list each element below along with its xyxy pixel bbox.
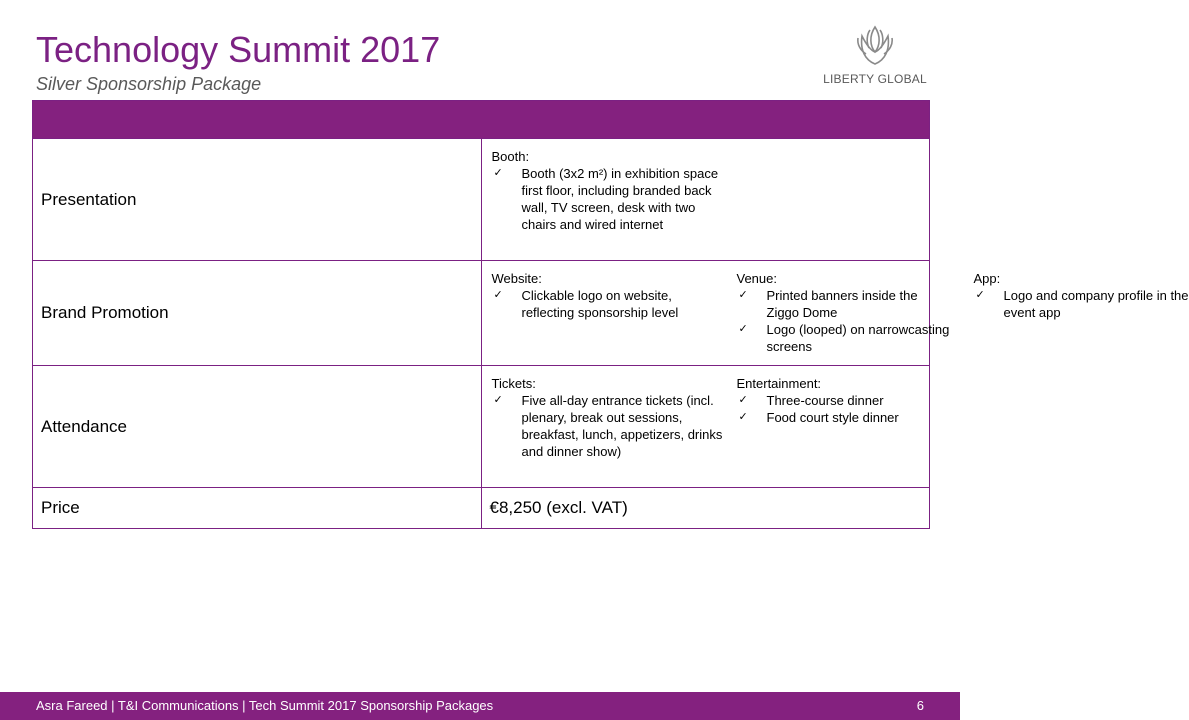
footer-text: Asra Fareed | T&I Communications | Tech Summit 2017 Sponsorship Packages bbox=[36, 698, 494, 713]
check-icon: ✓ bbox=[493, 167, 503, 179]
liberty-global-lotus-icon bbox=[856, 24, 894, 66]
row-content bbox=[481, 488, 930, 529]
check-icon: ✓ bbox=[738, 289, 748, 301]
content-column-website bbox=[492, 270, 712, 321]
list-item bbox=[974, 287, 1189, 321]
slide-subtitle: Silver Sponsorship Package bbox=[36, 74, 262, 94]
table-row-price bbox=[33, 488, 930, 529]
table-header-band bbox=[33, 101, 930, 139]
check-icon: ✓ bbox=[738, 394, 748, 406]
sponsorship-table bbox=[32, 100, 1189, 529]
row-label: Brand Promotion bbox=[33, 261, 482, 366]
column-heading: Website: bbox=[491, 271, 542, 286]
item-text: Five all-day entrance tickets (incl. plenary, break out sessions, breakfast, lunch, appetizers, drinks and dinner show) bbox=[521, 393, 723, 459]
list-item bbox=[737, 392, 952, 409]
check-icon: ✓ bbox=[738, 411, 748, 423]
check-icon: ✓ bbox=[975, 289, 985, 301]
column-heading: App: bbox=[973, 271, 1001, 286]
item-text: Food court style dinner bbox=[766, 410, 899, 425]
content-column-tickets bbox=[492, 375, 724, 460]
row-label: Attendance bbox=[33, 366, 482, 488]
item-text: Clickable logo on website, reflecting sponsorship level bbox=[521, 288, 679, 320]
item-text: Booth (3x2 m²) in exhibition space first floor, including branded back wall, TV screen, desk with two chairs and wired internet bbox=[521, 166, 719, 232]
check-icon: ✓ bbox=[493, 394, 503, 406]
list-item bbox=[492, 165, 724, 233]
item-text: Three-course dinner bbox=[766, 393, 884, 408]
footer-bar bbox=[0, 692, 960, 720]
header-cell bbox=[33, 101, 930, 139]
row-content bbox=[481, 139, 930, 261]
column-heading: Tickets: bbox=[491, 376, 536, 391]
liberty-global-logo bbox=[820, 20, 930, 90]
row-content bbox=[481, 366, 930, 488]
content-column-entertainment bbox=[737, 375, 952, 426]
content-column-booth bbox=[492, 148, 724, 233]
list-item bbox=[492, 287, 712, 321]
page-number: 6 bbox=[916, 698, 924, 713]
item-text: Logo (looped) on narrowcasting screens bbox=[766, 322, 950, 354]
column-heading: Booth: bbox=[491, 149, 530, 164]
slide-title: Technology Summit 2017 bbox=[36, 29, 441, 70]
content-column-app bbox=[974, 270, 1189, 321]
item-text: Printed banners inside the Ziggo Dome bbox=[766, 288, 918, 320]
content-column-venue bbox=[737, 270, 952, 355]
table-row-attendance bbox=[33, 366, 930, 488]
table-row-presentation bbox=[33, 139, 930, 261]
row-content bbox=[481, 261, 1189, 366]
list-item bbox=[737, 409, 952, 426]
check-icon: ✓ bbox=[738, 323, 748, 335]
column-heading: Entertainment: bbox=[736, 376, 822, 391]
row-label: Price bbox=[33, 488, 482, 529]
item-text: Logo and company profile in the event app bbox=[1003, 288, 1189, 320]
check-icon: ✓ bbox=[493, 289, 503, 301]
logo-wordmark: LIBERTY GLOBAL bbox=[823, 72, 927, 86]
list-item bbox=[737, 321, 952, 355]
price-value: €8,250 (excl. VAT) bbox=[489, 498, 628, 517]
list-item bbox=[737, 287, 952, 321]
row-label: Presentation bbox=[33, 139, 482, 261]
column-heading: Venue: bbox=[736, 271, 777, 286]
list-item bbox=[492, 392, 724, 460]
table-row-brand-promotion bbox=[33, 261, 930, 366]
